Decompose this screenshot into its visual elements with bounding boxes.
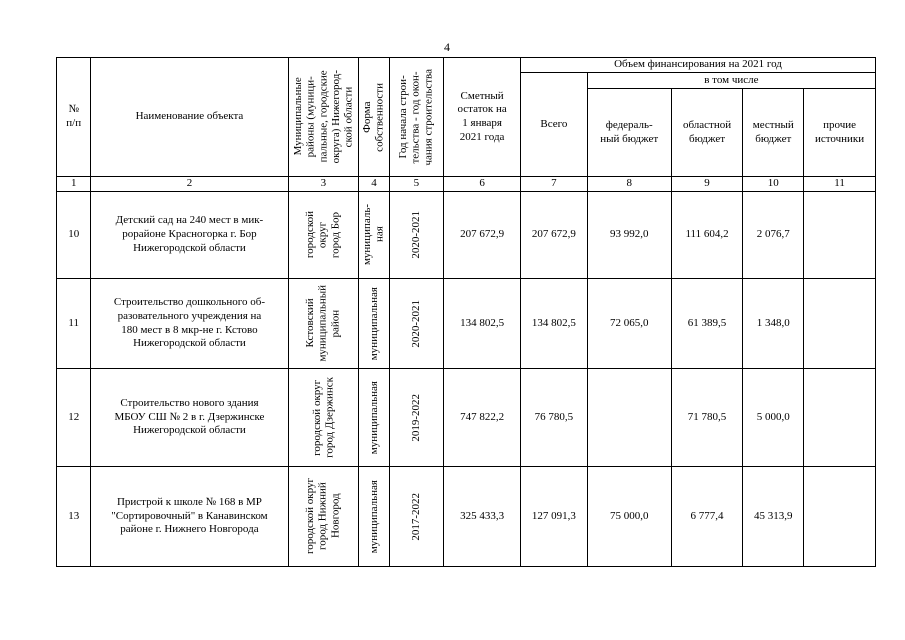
local-cell: 1 348,0 bbox=[743, 279, 804, 369]
col-number: 8 bbox=[587, 177, 671, 192]
header-local: местный бюджет bbox=[743, 89, 804, 177]
ownership-cell: муниципаль- ная bbox=[359, 192, 389, 279]
column-number-row bbox=[57, 177, 876, 192]
other-cell bbox=[804, 467, 876, 567]
years-cell: 2020-2021 bbox=[389, 192, 444, 279]
district-cell: городской округ город Дзержинск bbox=[288, 369, 359, 467]
ownership-cell: муниципальная bbox=[359, 369, 389, 467]
district-cell: городской округ город Бор bbox=[288, 192, 359, 279]
col-number: 7 bbox=[521, 177, 588, 192]
col-number: 5 bbox=[389, 177, 444, 192]
other-cell bbox=[804, 369, 876, 467]
col-number: 3 bbox=[288, 177, 359, 192]
regional-cell: 61 389,5 bbox=[671, 279, 743, 369]
col-number: 2 bbox=[91, 177, 288, 192]
row-num: 10 bbox=[57, 192, 91, 279]
years-cell: 2020-2021 bbox=[389, 279, 444, 369]
table-row bbox=[57, 369, 876, 467]
header-federal: федераль- ный бюджет bbox=[587, 89, 671, 177]
other-cell bbox=[804, 192, 876, 279]
col-number: 4 bbox=[359, 177, 389, 192]
other-cell bbox=[804, 279, 876, 369]
table-row bbox=[57, 192, 876, 279]
ownership-cell: муниципальная bbox=[359, 279, 389, 369]
header-including: в том числе bbox=[587, 72, 875, 88]
page-number: 4 bbox=[444, 40, 450, 54]
header-total: Всего bbox=[521, 72, 588, 176]
header-funding: Объем финансирования на 2021 год bbox=[521, 58, 876, 73]
remainder-cell: 747 822,2 bbox=[444, 369, 521, 467]
total-cell: 134 802,5 bbox=[521, 279, 588, 369]
col-number: 6 bbox=[444, 177, 521, 192]
header-other: прочие источники bbox=[804, 89, 876, 177]
col-number: 10 bbox=[743, 177, 804, 192]
ownership-cell: муниципальная bbox=[359, 467, 389, 567]
remainder-cell: 207 672,9 bbox=[444, 192, 521, 279]
federal-cell: 93 992,0 bbox=[587, 192, 671, 279]
col-number: 1 bbox=[57, 177, 91, 192]
col-number: 9 bbox=[671, 177, 743, 192]
district-cell: городской округ город Нижний Новгород bbox=[288, 467, 359, 567]
total-cell: 76 780,5 bbox=[521, 369, 588, 467]
object-name: Строительство нового здания МБОУ СШ № 2 в г. Дзержинске Нижегородской области bbox=[91, 369, 288, 467]
local-cell: 5 000,0 bbox=[743, 369, 804, 467]
table-row bbox=[57, 279, 876, 369]
regional-cell: 71 780,5 bbox=[671, 369, 743, 467]
regional-cell: 111 604,2 bbox=[671, 192, 743, 279]
header-years: Год начала строи- тельства - год окон- чания строительства bbox=[389, 58, 444, 177]
federal-cell: 75 000,0 bbox=[587, 467, 671, 567]
federal-cell bbox=[587, 369, 671, 467]
object-name: Строительство дошкольного об- разовательного учреждения на 180 мест в 8 мкр-не г. Кстово Нижегородской области bbox=[91, 279, 288, 369]
col-number: 11 bbox=[804, 177, 876, 192]
object-name: Пристрой к школе № 168 в МР "Сортировочный" в Канавинском районе г. Нижнего Новгорода bbox=[91, 467, 288, 567]
local-cell: 45 313,9 bbox=[743, 467, 804, 567]
header-ownership: Форма собственности bbox=[359, 58, 389, 177]
header-name: Наименование объекта bbox=[91, 58, 288, 177]
header-num: № п/п bbox=[57, 58, 91, 177]
object-name: Детский сад на 240 мест в мик- рорайоне Красногорка г. Бор Нижегородской области bbox=[91, 192, 288, 279]
total-cell: 127 091,3 bbox=[521, 467, 588, 567]
row-num: 12 bbox=[57, 369, 91, 467]
header-district: Муниципальные районы (муници- пальные, городские округа) Нижегород- ской области bbox=[288, 58, 359, 177]
remainder-cell: 134 802,5 bbox=[444, 279, 521, 369]
years-cell: 2017-2022 bbox=[389, 467, 444, 567]
district-cell: Кстовский муниципальный район bbox=[288, 279, 359, 369]
federal-cell: 72 065,0 bbox=[587, 279, 671, 369]
table-row bbox=[57, 467, 876, 567]
regional-cell: 6 777,4 bbox=[671, 467, 743, 567]
years-cell: 2019-2022 bbox=[389, 369, 444, 467]
row-num: 13 bbox=[57, 467, 91, 567]
local-cell: 2 076,7 bbox=[743, 192, 804, 279]
remainder-cell: 325 433,3 bbox=[444, 467, 521, 567]
total-cell: 207 672,9 bbox=[521, 192, 588, 279]
header-remainder: Сметный остаток на 1 января 2021 года bbox=[444, 58, 521, 177]
header-regional: областной бюджет bbox=[671, 89, 743, 177]
financing-table bbox=[56, 57, 876, 567]
row-num: 11 bbox=[57, 279, 91, 369]
